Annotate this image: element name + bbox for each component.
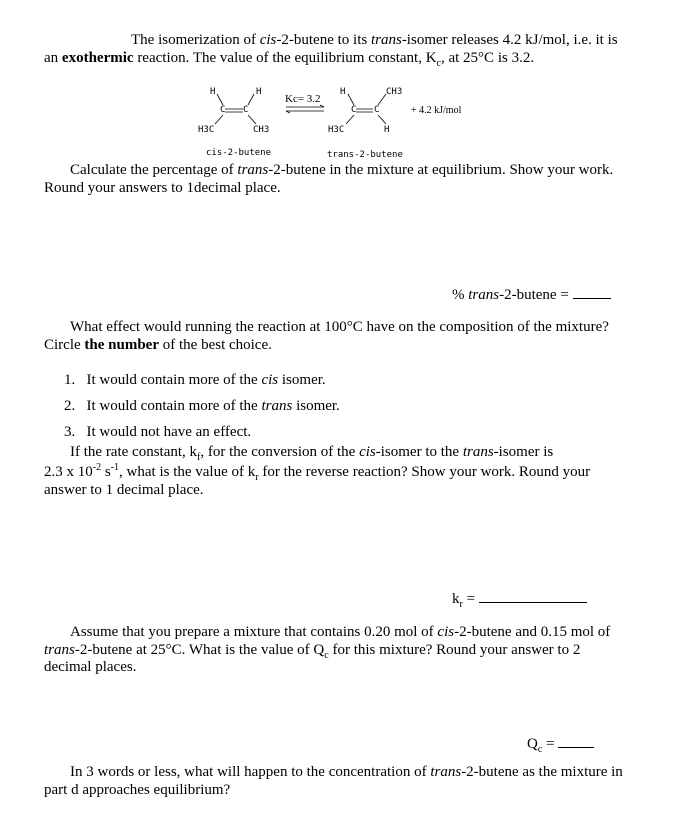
text: -2-butene to its (276, 32, 371, 48)
atom-label: H3C (328, 125, 345, 135)
text: cis (437, 624, 455, 640)
text: , for the conversion of the (200, 444, 360, 460)
atom-label: C (243, 105, 249, 115)
text: -1 (110, 462, 120, 473)
text: for this mixture? Round your answer to 2 (328, 642, 581, 658)
intro-line-2 (44, 49, 534, 67)
text: the number (84, 337, 159, 353)
q5-line-2: part d approaches equilibrium? (44, 782, 231, 798)
q4-line-3: decimal places. (44, 659, 137, 675)
atom-label: C (374, 105, 380, 115)
text: cis (259, 32, 277, 48)
choice-number[interactable]: 3. (64, 424, 76, 440)
choice-3[interactable] (64, 423, 251, 441)
text: = (542, 736, 559, 752)
text: % (452, 287, 469, 303)
text: s (101, 464, 111, 480)
text: trans (44, 642, 75, 658)
q1-answer (452, 284, 611, 304)
text: It would contain more of the (86, 372, 262, 388)
atom-label: H (384, 125, 390, 135)
text: -2-butene and 0.15 mol of (454, 624, 611, 640)
atom-label: H3C (198, 125, 215, 135)
text: for the reverse reaction? Show your work. Round your (258, 464, 591, 480)
q4-line-1 (70, 623, 610, 641)
text: cis (261, 372, 279, 388)
text: isomer. (278, 372, 326, 388)
equilibrium-constant-label: Kc= 3.2 (285, 93, 321, 105)
answer-blank[interactable] (558, 733, 594, 748)
q2-line-2 (44, 336, 272, 354)
atom-label: H (340, 87, 346, 97)
choice-number[interactable]: 1. (64, 372, 76, 388)
text: = (462, 591, 479, 607)
text: -2-butene as the mixture in (461, 764, 623, 780)
atom-label: CH3 (253, 125, 270, 135)
text: c (324, 650, 329, 661)
text: -isomer releases 4.2 kJ/mol, i.e. it is (401, 32, 618, 48)
q3-line-1 (70, 443, 553, 461)
text: r (459, 599, 463, 610)
atom-label: C (351, 105, 357, 115)
text: 2.3 x 10 (44, 464, 93, 480)
text: -2-butene at 25°C. What is the value of Q (74, 642, 325, 658)
atom-label: C (220, 105, 226, 115)
q3-line-2 (44, 463, 590, 481)
text: of the best choice. (159, 337, 272, 353)
atom-label: H (256, 87, 262, 97)
text: Assume that you prepare a mixture that contains 0.20 mol of (70, 624, 438, 640)
text: r (255, 472, 259, 483)
answer-blank[interactable] (573, 284, 611, 299)
text: It would contain more of the (86, 398, 262, 414)
text: isomer. (292, 398, 340, 414)
q4-line-2 (44, 641, 580, 659)
text: trans (237, 162, 269, 178)
choice-1[interactable] (64, 371, 326, 389)
text: -2 (92, 462, 102, 473)
text: -isomer to the (375, 444, 463, 460)
text: c (436, 58, 441, 69)
q1-line-2: Round your answers to 1decimal place. (44, 180, 281, 196)
text: Calculate the percentage of (70, 162, 238, 178)
text: -2-butene in the mixture at equilibrium. Show your work. (268, 162, 614, 178)
q3-answer (452, 588, 587, 608)
cis-label: cis-2-butene (206, 148, 272, 158)
text: an (44, 50, 62, 66)
text: cis (359, 444, 376, 460)
reaction-scheme (190, 80, 510, 165)
atom-label: H (210, 87, 216, 97)
text: trans (430, 764, 462, 780)
text: The isomerization of (131, 32, 260, 48)
text: trans (261, 398, 293, 414)
choice-2[interactable] (64, 397, 340, 415)
choice-number[interactable]: 2. (64, 398, 76, 414)
text: trans (462, 444, 494, 460)
q1-line-1 (70, 161, 613, 179)
text: -isomer is (493, 444, 554, 460)
answer-blank[interactable] (479, 588, 587, 603)
text: , what is the value of k (119, 464, 256, 480)
text: It would not have an effect. (86, 424, 252, 440)
intro-line-1 (131, 31, 618, 49)
text: Q (527, 736, 538, 752)
q2-line-1: What effect would running the reaction at 100°C have on the composition of the mixture? (70, 319, 609, 335)
text: Circle (44, 337, 85, 353)
q4-answer (527, 733, 594, 753)
q5-line-1 (70, 763, 623, 781)
atom-label: CH3 (386, 87, 403, 97)
text: -2-butene = (499, 287, 573, 303)
trans-label: trans-2-butene (327, 150, 403, 160)
energy-label: + 4.2 kJ/mol (411, 105, 462, 116)
text: , at 25°C is 3.2. (440, 50, 535, 66)
text: reaction. The value of the equilibrium constant, K (133, 50, 437, 66)
text: k (452, 591, 460, 607)
q3-line-3: answer to 1 decimal place. (44, 482, 204, 498)
text: If the rate constant, k (70, 444, 198, 460)
text: trans (370, 32, 402, 48)
text: In 3 words or less, what will happen to the concentration of (70, 764, 431, 780)
text: f (197, 452, 201, 463)
text: exothermic (61, 50, 134, 66)
text: trans (468, 287, 500, 303)
text: c (537, 744, 543, 755)
